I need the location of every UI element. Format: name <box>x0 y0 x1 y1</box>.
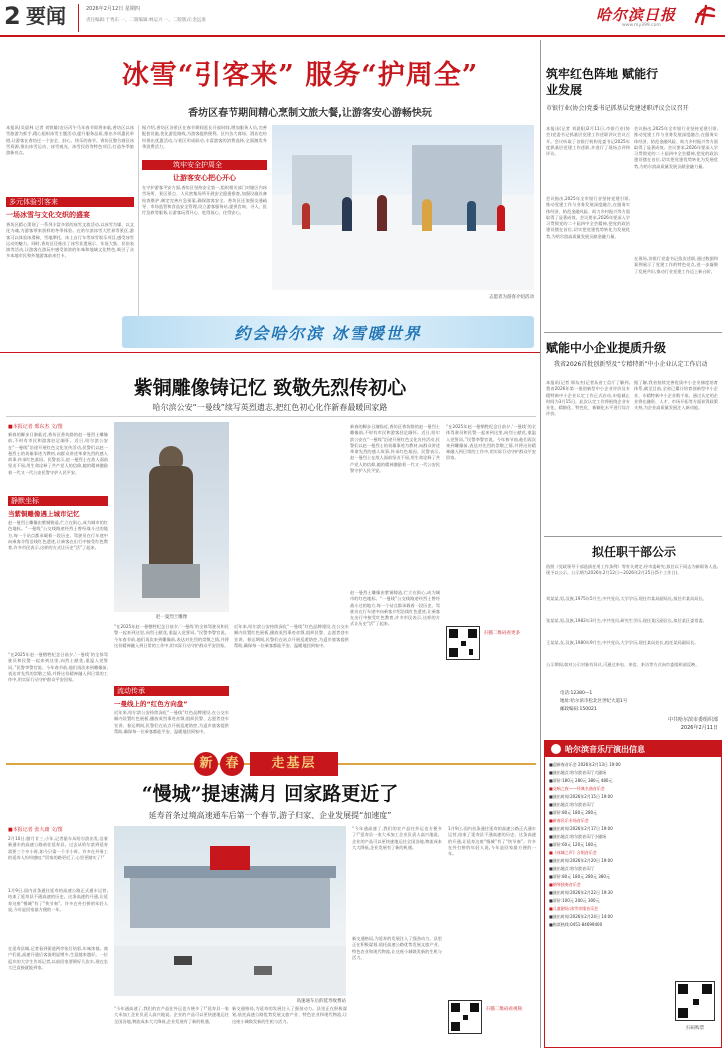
article2-body3b: “在2025年赵一曼牺牲纪念日前夕,‘一曼线’的全体驾驶员和民警一起来到这里,向烈士献花,重温入党誓词。”民警李警官说。今年春节前,他们再次来到雕像前,表达对先烈的崇敬之情,并将这份精神融入到日常的工作中,用实际行动守护群众平安回家。 <box>446 424 536 461</box>
article2-qr-code[interactable] <box>446 626 480 660</box>
right1-subtitle: 市银行业(协会)党委书记抓基层党建述职评议会议召开 <box>546 105 689 112</box>
article1-sub2b: 让游客安心把心开心 <box>173 174 236 182</box>
article2-body4-col: “在2025年赵一曼牺牲纪念日前夕,‘一曼线’的全体驾驶员和民警一起来到这里,向烈士献花,重温入党誓词。”民警李警官说。今年春节前,他们再次来到雕像前,表达对先烈的崇敬之情,并将这份精神融入到日常的工作中,用实际行动守护群众平安回家。 <box>114 624 229 648</box>
masthead-divider <box>78 4 79 32</box>
right-column-rule <box>540 40 541 1048</box>
article2-body4b: 近年来,哈尔滨公安持续深化“一曼线”红色品牌建设,在公交车厢内设置红色展板,播放英烈事迹音频,组织民警、志愿者登车宣讲。春运期间,民警们在站点开展巡逻防控,为返乡旅客提供帮助,确保每一位乘客都能平安、温暖地回到家中。 <box>234 624 349 648</box>
article1-subtitle: 香坊区春节期间精心烹制文旅大餐,让游客安心游畅快玩 <box>188 108 432 119</box>
ad-line: ■演出时间:2026年2月24日 14:00 <box>549 914 613 919</box>
ad-line: ■票价:80元 180元 280元 <box>549 810 598 815</box>
section-title: 要闻 <box>26 4 66 28</box>
article2-body1: 新春的脚步日渐临近,香坊区香坊路的赵一曼烈士雕像前,不时有市民和游客驻足缅怀。近日,哈尔滨公安在“一曼线”沿途开展红色文化宣传活动,民警们以赵一曼烈士的英雄事迹为教材,向群众讲述革命先烈的感人故事,传承红色基因。民警表示,赵一曼烈士在敌人面前坚贞不屈,用生命诠释了共产党人的信仰,她的精神激励着一代又一代公安民警守护人民平安。 <box>8 432 108 475</box>
right-divider-1 <box>544 332 722 333</box>
right2-body2: 据了解,我省持续完善优质中小企业梯度培育体系,截至目前,全省已累计培育创新型中小企业、专精特新中小企业数千家。通过认定的企业将在融资、人才、市场开拓等方面获得政策支持,为企业高质量发展注入新动能。 <box>634 380 718 411</box>
article2-body3: “在2025年赵一曼牺牲纪念日前夕,‘一曼线’的全体驾驶员和民警一起来到这里,向烈士献花,重温入党誓词。”民警李警官说。今年春节前,他们再次来到雕像前,表达对先烈的崇敬之情,并将这份精神融入到日常的工作中,用实际行动守护群众平安回家。 <box>8 652 108 683</box>
article3-body2b: 1月9日,国内首条通往延寿的高速公路正式通车运营,结束了延寿县不通高速的历史。这条高速的开通,让延寿这座“慢城”有了“快节奏”。许多在外打拼的年轻人说,今年是回家最方便的一年。 <box>448 826 536 857</box>
ad-line: ■钢琴独奏音乐会 <box>549 882 581 887</box>
right3-contact-tel: 电话:12380—1 <box>560 691 593 696</box>
ad-line: ■交响之夜——经典名曲音乐会 <box>549 786 605 791</box>
right1-body2: 会议指出,2025年全市银行业坚持党建引领,推动党建工作与业务发展深度融合,在服务实体经济、防范金融风险、助力乡村振兴等方面取得了显著成效。会议要求,2026年要深入学习贯彻党的二十届四中全会精神,把党的政治建设摆在首位,切实把党建优势转化为发展优势,为哈尔滨高质量发展贡献金融力量。 <box>546 196 630 239</box>
article3-body3: 在延寿县城,记者看到街道两旁张灯结彩,年味浓郁。商户们说,高速开通后客流明显增多,生意越来越好。一位返乡的大学生告诉记者,以前回家要倒好几次车,现在坐大巴直接就能到家。 <box>8 946 108 970</box>
divider-2 <box>6 416 536 417</box>
article3-body2: 1月9日,国内首条通往延寿的高速公路正式通车运营,结束了延寿县不通高速的历史。这条高速的开通,让延寿这座“慢城”有了“快节奏”。许多在外打拼的年轻人说,今年是回家最方便的一年。 <box>8 888 108 912</box>
ad-line: ■演出地点:哈尔滨音乐厅 <box>549 802 595 807</box>
right1-title: 筑牢红色阵地 赋能行业发展 <box>546 67 659 97</box>
right1-body2b: 会议指出,2025年全市银行业坚持党建引领,推动党建工作与业务发展深度融合,在服务实体经济、防范金融风险、助力乡村振兴等方面取得了显著成效。会议要求,2026年要深入学习贯彻党的二十届四中全会精神,把党的政治建设摆在首位,切实把党建优势转化为发展优势,为哈尔滨高质量发展贡献金融力量。 <box>634 126 718 169</box>
article3-photo-caption: 高速通车后的延寿收费站 <box>296 999 346 1004</box>
article2-byline: ■本报记者 邢东杰 文/图 <box>8 424 63 430</box>
article2-sub1: 静默坐标 <box>8 496 42 506</box>
right3-body1: 依照《党政领导干部选拔任用工作条例》等有关规定,经市委研究,拟任以下同志为新职务人选,现予以公示。公示期为2026年2月12日—2026年2月25日(5个工作日)。 <box>546 564 718 576</box>
article2-sub2: 流动传承 <box>114 686 148 696</box>
ice-banner: 约会哈尔滨 冰雪暖世界 <box>122 316 534 348</box>
ad-line: ■演出地点:哈尔滨音乐厅 <box>549 866 595 871</box>
newspaper-logo: 哈尔滨日报 <box>596 6 677 24</box>
right3-body3: 张某某,男,汉族,1982年3月生,中共党员,研究生学历,现任某区副区长,拟任某区委常委。 <box>546 618 707 623</box>
article2-body2b: 赵一曼烈士雕像由紫铜铸造,伫立在街心,成为城市的红色地标。“一曼线”公交线路途经烈士曾经战斗过的地方,每一个站点都承载着一段历史。驾驶员在行车途中向乘客介绍沿线红色遗迹,让乘客在出行中接受红色教育,许多市民表示,这样的方式让历史“活”了起来。 <box>350 590 440 627</box>
article2-qr-label: 扫描二维码看更多 <box>484 631 520 636</box>
right3-signature: 中共哈尔滨市委组织部 <box>667 717 718 723</box>
ad-line: ■新春民乐专场音乐会 <box>549 818 589 823</box>
ad-line: ■迎新春音乐会 2026年2月13日 19:00 <box>549 762 621 767</box>
article1-photo-caption: 志愿者为游客介绍活动 <box>489 295 534 300</box>
concert-ad-title: 哈尔滨音乐厅演出信息 <box>565 745 645 754</box>
concert-ad-icon <box>551 744 561 754</box>
ad-line: ■票价:60元 120元 180元 <box>549 842 598 847</box>
article1-sub2: 筑牢安全护周全 <box>170 160 225 170</box>
article3-byline: ■本报记者 张大庸 文/图 <box>8 827 63 833</box>
ad-line: ■演出地点:哈尔滨音乐厅大剧场 <box>549 770 607 775</box>
article3-body1: 2月10日,腊月廿三,小年,记者驱车从哈尔滨出发,沿着新通车的高速公路前往延寿县。过去从哈尔滨到延寿需要三个多小时,如今只需一个半小时。许多在外务工的延寿人纷纷感叹:“回家的路更近了,心里更踏实了!” <box>8 836 108 860</box>
article3-body5b: 新交通格局,为延寿的发展注入了强劲动力。县里正在积极谋划,依托高速公路优势发展文旅产业、特色农业和现代物流,让这座小城焕发新的生机与活力。 <box>352 936 442 960</box>
right3-title: 拟任职干部公示 <box>591 545 676 559</box>
article3-body4: “今年通高速了,我们的农产品往外运也方便多了!”延寿县一家大米加工企业负责人高兴地说。企业的产品可以更快速地运往全国各地,物流成本大大降低,企业发展有了新的机遇。 <box>114 1006 229 1024</box>
right2-subtitle: 我省2026首批创新型及“专精特新”中小企业认定工作启动 <box>554 361 708 368</box>
article2-body2: 赵一曼烈士雕像由紫铜铸造,伫立在街心,成为城市的红色地标。“一曼线”公交线路途经烈士曾经战斗过的地方,每一个站点都承载着一段历史。驾驶员在行车途中向乘客介绍沿线红色遗迹,让乘客在出行中接受红色教育,许多市民表示,这样的方式让历史“活”了起来。 <box>8 520 108 551</box>
right2-body1: 本报讯(记者 邢东杰)记者从省工信厅了解到,我省2026年第一批创新型中小企业评价及专精特新中小企业认定工作正式启动,申报截止时间为3月15日。此次认定工作将围绕企业专业化、精细化、特色化、新颖化水平进行综合评价。 <box>546 380 630 417</box>
article1-col-rule-1 <box>138 125 139 335</box>
ad-line: ■儿童剧场:冰雪奇缘音乐会 <box>549 906 599 911</box>
masthead-rule <box>0 35 725 37</box>
ad-line: ■演出时间:2026年2月17日 19:00 <box>549 826 613 831</box>
right3-sign-date: 2026年2月11日 <box>680 725 718 731</box>
right-divider-2 <box>544 536 722 537</box>
article2-title: 紫铜雕像铸记忆 致敬先烈传初心 <box>133 377 407 399</box>
ad-line: ■演出时间:2026年2月15日 19:00 <box>549 794 613 799</box>
article1-body1: 香坊区精心策划了一系列丰富多彩的冰雪文旅活动,以冰雪为媒、以文化为魂,为游客带来别样的冬季体验。在哈尔滨冰雪大世界等景区,游客可以体验冰滑梯、雪地摩托、冰上自行车等冰雪娱乐项目,感受冰雪运动的魅力。同时,香坊区还推出了冰雪非遗展示、年货大集、民俗表演等活动,让游客在游玩中感受浓浓的年味和地域文化特色,吸引了众多本地市民和外地游客前来打卡。 <box>6 222 134 259</box>
article3-qr-label: 扫描二维码看视频 <box>486 1007 522 1012</box>
article2-photo <box>114 422 229 612</box>
ad-qr-label: 扫码购票 <box>686 1026 704 1031</box>
article3-body5: 新交通格局,为延寿的发展注入了强劲动力。县里正在积极谋划,依托高速公路优势发展文旅产业、特色农业和现代物流,让这座小城焕发新的生机与活力。 <box>232 1006 347 1024</box>
article2-sub2b: 一曼线上的“红色方向盘” <box>114 700 188 708</box>
right2-title: 赋能中小企业提质升级 <box>546 341 667 355</box>
article1-sub1b: 一场冰雪与文化交织的盛宴 <box>6 211 90 219</box>
date-line: 2026年2月12日 星期四 <box>86 6 140 12</box>
ad-line: ■演出时间:2026年2月20日 19:00 <box>549 858 613 863</box>
article1-photo <box>272 125 534 290</box>
ad-line: ■《冰城之声》合唱音乐会 <box>549 850 597 855</box>
right3-body5: 公示期间,如对公示对象有异议,可通过来电、来信、来访等方式向市委组织部反映。 <box>546 662 700 667</box>
right3-contact-zip: 邮政编码:150021 <box>560 707 597 712</box>
editor-line: 责任编辑:于秀东 一、二版编辑:林运兴 一、二版版式:金远准 <box>86 18 206 23</box>
article2-photo-caption: 赵一曼烈士雕像 <box>155 615 188 620</box>
article3-body4b: “今年通高速了,我们的农产品往外运也方便多了!”延寿县一家大米加工企业负责人高兴地说。企业的产品可以更快速地运往全国各地,物流成本大大降低,企业发展有了新的机遇。 <box>352 826 442 850</box>
ad-line: ■购票热线:0451-84699400 <box>549 922 603 927</box>
ad-line: ■票价:80元 180元 280元 380元 <box>549 874 610 879</box>
ad-line: ■票价:100元 200元 300元 <box>549 898 600 903</box>
article1-body2: 据介绍,香坊区各景区在春节期间延长开放时间,增加服务人员,完善配套设施,优化游览路线,为游客提供便利。区内各大商场、酒店也纷纷推出优惠活动,与景区形成联动,丰富游客的消费选择,全面激发冬季消费活力。 <box>142 125 267 149</box>
logo-mark-icon <box>692 4 718 26</box>
website: www.my399.com <box>622 23 661 28</box>
ad-qr-code[interactable] <box>675 981 715 1021</box>
newyear-banner: 新 春 走基层 <box>6 752 536 776</box>
article3-qr-code[interactable] <box>448 1000 482 1034</box>
article2-subtitle: 哈尔滨公安“一曼线”续写英烈遗志,把红色初心化作新春最暖回家路 <box>152 403 388 412</box>
ad-line: ■演出地点:哈尔滨音乐厅小剧场 <box>549 834 607 839</box>
article1-intro: 本报讯(吴晨林 记者 刘铁雄)农历丙午马年春节即将来临,香坊区以冰雪旅游为抓手,精心组织冰雪主题活动,提升服务品质,推出多项惠民举措,让游客在香坊过一个安全、舒心、快乐的春节。香坊区整合辖区冰雪资源,推出冰雪运动、冰雪观光、冰雪民俗等特色项目,打造冬季旅游新亮点。 <box>6 125 134 156</box>
ad-line: ■演出时间:2026年2月22日 19:30 <box>549 890 613 895</box>
article2-sub1b: 当紫铜雕像遇上城市记忆 <box>8 510 80 518</box>
right3-contact-addr: 地址:哈尔滨市松北区世纪大道1号 <box>560 699 628 704</box>
right1-body3: 在现场,各银行党委书记依次述职,通过数据和案例展示了党建工作的特色亮点,进一步凝聚了发展共识,推动行业党建工作迈上新台阶。 <box>634 256 718 274</box>
article1-sub1: 多元体验引客来 <box>6 197 61 207</box>
article2-body4: 近年来,哈尔滨公安持续深化“一曼线”红色品牌建设,在公交车厢内设置红色展板,播放英烈事迹音频,组织民警、志愿者登车宣讲。春运期间,民警们在站点开展巡逻防控,为返乡旅客提供帮助,确保每一位乘客都能平安、温暖地回到家中。 <box>114 710 229 734</box>
right1-body1: 本报讯(记者 刘晨阳)2月11日,市银行业(协会)党委书记抓基层党建工作述职评议会议召开。会议听取了各银行机构党委书记2025年度抓基层党建工作述职,并进行了现场点评和评议。 <box>546 126 630 157</box>
page-number: 2 <box>4 2 21 30</box>
article3-photo <box>114 826 346 996</box>
article3-title: “慢城”提速满月 回家路更近了 <box>141 783 399 805</box>
right3-body2: 刘某某,男,汉族,1975年5月生,中共党员,大学学历,现任市某局副局长,拟任市某局局长。 <box>546 596 707 601</box>
article1-title: 冰雪“引客来” 服务“护周全” <box>121 60 479 91</box>
divider-1 <box>0 352 540 353</box>
article1-body3: 在守护游客平安方面,香坊区坚持安全第一,组织相关部门对辖区内冰雪场所、景区景点、人员密集场所开展安全隐患排查,加强设施设备检查维护,制定完善应急预案,确保游客安全。香坊区还加强交通疏导、市场监管和食品安全管理,设立游客服务站,提供咨询、寻人、医疗急救等服务,让游客玩得开心、吃得放心、住得安心。 <box>142 185 267 216</box>
ad-line: ■票价:180元 280元 380元 480元 <box>549 778 613 783</box>
concert-ad <box>544 740 722 1048</box>
article2-body1b: 新春的脚步日渐临近,香坊区香坊路的赵一曼烈士雕像前,不时有市民和游客驻足缅怀。近日,哈尔滨公安在“一曼线”沿途开展红色文化宣传活动,民警们以赵一曼烈士的英雄事迹为教材,向群众讲述革命先烈的感人故事,传承红色基因。民警表示,赵一曼烈士在敌人面前坚贞不屈,用生命诠释了共产党人的信仰,她的精神激励着一代又一代公安民警守护人民平安。 <box>350 424 440 474</box>
article3-subtitle: 延寿首条过境高速通车后第一个春节,游子归家、企业发展提“加速度” <box>148 811 392 820</box>
right3-body4: 王某某,女,汉族,1980年9月生,中共党员,大学学历,现任某局处长,拟任某局副局长。 <box>546 640 699 645</box>
